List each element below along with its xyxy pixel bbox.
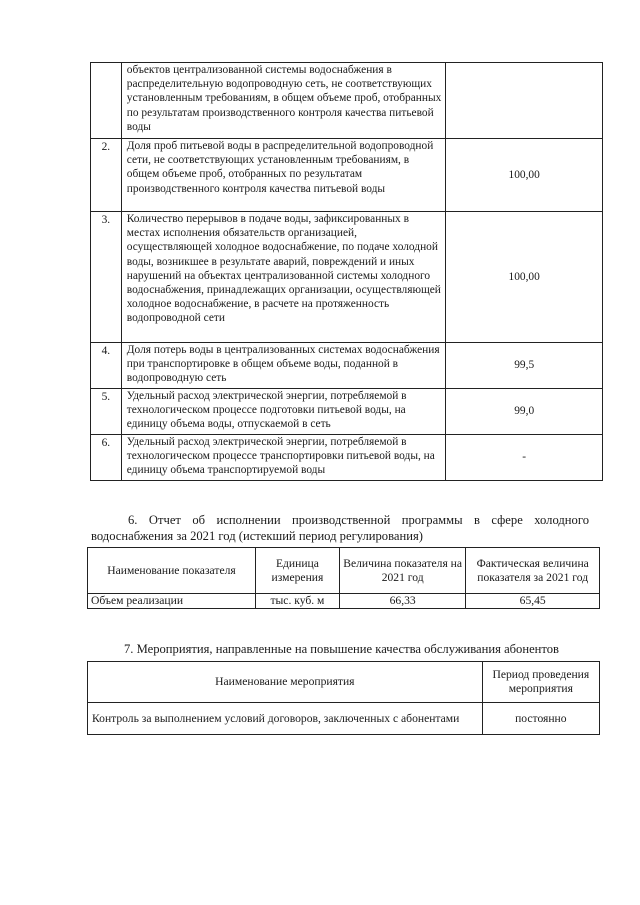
row-number: [91, 63, 122, 139]
row-number: 4.: [91, 343, 122, 389]
table-cell: 66,33: [339, 594, 465, 609]
indicator-value: [446, 63, 603, 139]
indicator-value: 100,00: [446, 139, 603, 212]
column-header: Наименование показателя: [88, 548, 256, 594]
section-7-heading: 7. Мероприятия, направленные на повышение качества обслуживания абонентов: [124, 642, 560, 656]
indicators-table: [90, 62, 603, 481]
table-row: [91, 63, 603, 139]
indicator-name: Доля потерь воды в централизованных системах водоснабжения при транспортировке в общем объеме воды, поданной в водопроводную сеть: [121, 343, 446, 389]
table-row: [88, 703, 600, 735]
indicator-name: Количество перерывов в подаче воды, зафиксированных в местах исполнения обязательств организацией, осуществляющей холодное водоснабжение, по подаче холодной воды, возникшее в результате аварий, повреждений и иных нарушений на объектах централизованной системы холодного водоснабжения, принадлежащих организации, осуществляющей холодное водоснабжение, в расчете на протяженность водопроводной сети: [121, 212, 446, 343]
table-cell: Объем реализации: [88, 594, 256, 609]
production-report-table: [87, 547, 600, 609]
column-header: Период проведения мероприятия: [482, 662, 599, 703]
column-header: Фактическая величина показателя за 2021 год: [466, 548, 600, 594]
indicator-name: Доля проб питьевой воды в распределительной водопроводной сети, не соответствующих установленным требованиям, в общем объеме проб, отобранных по результатам производственного контроля качества питьевой воды: [121, 139, 446, 212]
indicator-name: Удельный расход электрической энергии, потребляемой в технологическом процессе транспортировки питьевой воды, на единицу объема транспортируемой воды: [121, 435, 446, 481]
table-row: [91, 389, 603, 435]
table-cell: Контроль за выполнением условий договоров, заключенных с абонентами: [88, 703, 483, 735]
column-header: Единица измерения: [255, 548, 339, 594]
indicator-name: Удельный расход электрической энергии, потребляемой в технологическом процессе подготовки питьевой воды, на единицу объема воды, отпускаемой в сеть: [121, 389, 446, 435]
column-header: Величина показателя на 2021 год: [339, 548, 465, 594]
table-row: [88, 594, 600, 609]
table-cell: тыс. куб. м: [255, 594, 339, 609]
table-cell: 65,45: [466, 594, 600, 609]
row-number: 5.: [91, 389, 122, 435]
table-row: [91, 435, 603, 481]
service-measures-table: [87, 661, 600, 735]
table-row: [91, 139, 603, 212]
table-row: [91, 212, 603, 343]
table-cell: постоянно: [482, 703, 599, 735]
indicator-value: -: [446, 435, 603, 481]
table-header-row: [88, 548, 600, 594]
table-row: [91, 343, 603, 389]
section-6-heading: 6. Отчет об исполнении производственной программы в сфере холодного водоснабжения за 2021 год (истекший период регулирования): [91, 513, 589, 543]
row-number: 6.: [91, 435, 122, 481]
row-number: 3.: [91, 212, 122, 343]
indicator-name: объектов централизованной системы водоснабжения в распределительную водопроводную сеть, не соответствующих установленным требованиям, в общем объеме проб, отобранных по результатам производственного контроля качества питьевой воды: [121, 63, 446, 139]
row-number: 2.: [91, 139, 122, 212]
indicator-value: 99,0: [446, 389, 603, 435]
indicator-value: 99,5: [446, 343, 603, 389]
indicator-value: 100,00: [446, 212, 603, 343]
column-header: Наименование мероприятия: [88, 662, 483, 703]
table-header-row: [88, 662, 600, 703]
